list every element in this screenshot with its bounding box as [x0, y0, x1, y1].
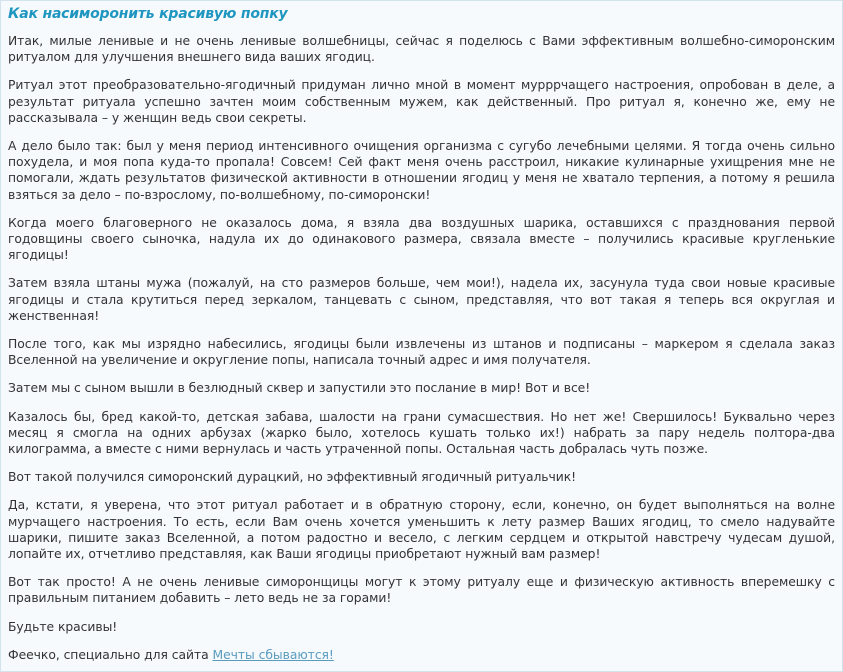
article-paragraph: Казалось бы, бред какой-то, детская забава, шалости на грани сумасшествия. Но нет же! Свершилось! Буквально через месяц я смогла на одних арбузах (жарко было, хотелось кушать только их!) набрать за пару недель полтора-два килограмма, а вместе с ними вернулась и часть утраченной попы. Остальная часть добралась чуть позже. [8, 409, 835, 457]
article-paragraph: Будьте красивы! [8, 619, 118, 634]
site-link[interactable]: Мечты сбываются! [212, 647, 334, 662]
signature-text: Феечко, специально для сайта [8, 647, 213, 662]
article-paragraph: Когда моего благоверного не оказалось дома, я взяла два воздушных шарика, оставшихся с празднования первой годовщины своего сыночка, надула их до одинакового размера, связала вместе – получились красивые кругленькие ягодицы! [8, 215, 835, 263]
article-paragraph: Затем взяла штаны мужа (пожалуй, на сто размеров больше, чем мои!), надела их, засунула туда свои новые красивые ягодицы и стала крутиться перед зеркалом, танцевать с сыном, представляя, что вот такая я теперь вся округлая и женственная! [8, 276, 835, 323]
article-paragraph: Вот такой получился симоронский дурацкий, но эффективный ягодичный ритуальчик! [8, 470, 577, 485]
article-paragraph: Итак, милые ленивые и не очень ленивые волшебницы, сейчас я поделюсь с Вами эффективным волшебно-симоронским ритуалом для улучшения внешнего вида ваших ягодиц. [8, 34, 835, 65]
signature-line [8, 647, 835, 663]
article-title: Как насиморонить красивую попку [8, 6, 288, 22]
article-paragraph: А дело было так: был у меня период интенсивного очищения организма с сугубо лечебными целями. Я тогда очень сильно похудела, и моя попа куда-то пропала! Совсем! Сей факт меня очень расстроил, никакие кулинарные ухищрения мне не помогали, ждать результатов физической активности в отношении ягодиц у меня не хватало терпения, а потому я решила взяться за дело – по-взрослому, по-волшебному, по-симоронски! [8, 139, 835, 202]
article-paragraph: Да, кстати, я уверена, что этот ритуал работает и в обратную сторону, если, конечно, он будет выполняться на волне мурчащего настроения. То есть, если Вам очень хочется уменьшить к лету размер Ваших ягодиц, то смело надувайте шарики, пишите заказ Вселенной, а потом радостно и весело, с легким сердцем и открытой навстречу чудесам душой, лопайте их, отчетливо представляя, как Ваши ягодицы приобретают нужный вам размер! [8, 498, 835, 562]
article-paragraph: Затем мы с сыном вышли в безлюдный сквер и запустили это послание в мир! Вот и все! [8, 381, 591, 396]
article-paragraph: После того, как мы изрядно набесились, ягодицы были извлечены из штанов и подписаны – маркером я сделала заказ Вселенной на увеличение и округление попы, написала точный адрес и имя получателя. [8, 337, 835, 368]
article-paragraph: Ритуал этот преобразовательно-ягодичный придуман лично мной в момент мурррчащего настроения, опробован в деле, а результат ритуала успешно зачтен моим собственным мужем, как действенный. Про ритуал я, конечно же, ему не рассказывала – у женщин ведь свои секреты. [8, 78, 835, 125]
article-body [8, 33, 835, 663]
article-paragraph: Вот так просто! А не очень ленивые симоронщицы могут к этому ритуалу еще и физическую активность вперемешку с правильным питанием добавить – лето ведь не за горами! [8, 575, 835, 606]
